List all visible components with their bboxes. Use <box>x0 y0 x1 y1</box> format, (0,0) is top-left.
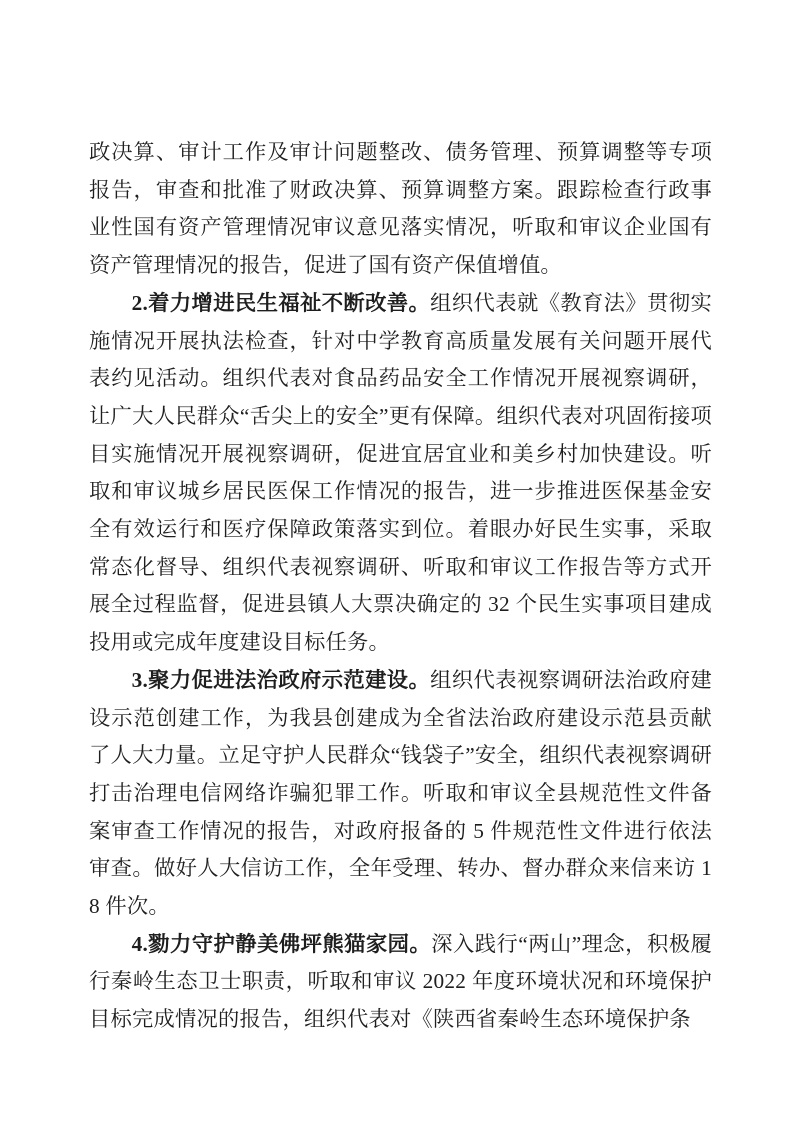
paragraph-section-4 <box>89 926 712 1039</box>
paragraph-continuation <box>89 134 712 285</box>
paragraph-body: 组织代表就《教育法》贯彻实施情况开展执法检查，针对中学教育高质量发展有关问题开展代表约见活动。组织代表对食品药品安全工作情况开展视察调研，让广大人民群众“舌尖上的安全”更有保障。组织代表对巩固衔接项目实施情况开展视察调研，促进宜居宜业和美乡村加快建设。听取和审议城乡居民医保工作情况的报告，进一步推进医保基金安全有效运行和医疗保障政策落实到位。着眼办好民生实事，采取常态化督导、组织代表视察调研、听取和审议工作报告等方式开展全过程监督，促进县镇人大票决确定的 32 个民生实事项目建成投用或完成年度建设目标任务。 <box>89 290 712 655</box>
paragraph-section-3 <box>89 662 712 926</box>
paragraph-lead: 4.勠力守护静美佛坪熊猫家园。 <box>131 931 432 956</box>
paragraph-body: 组织代表视察调研法治政府建设示范创建工作，为我县创建成为全省法治政府建设示范县贡献了人大力量。立足守护人民群众“钱袋子”安全，组织代表视察调研打击治理电信网络诈骗犯罪工作。听取和审议全县规范性文件备案审查工作情况的报告，对政府报备的 5 件规范性文件进行依法审查。做好人大信访工作，全年受理、转办、督办群众来信来访 18 件次。 <box>89 667 712 919</box>
report-text-block <box>89 134 712 1039</box>
paragraph-lead: 3.聚力促进法治政府示范建设。 <box>131 667 431 692</box>
paragraph-section-2 <box>89 285 712 662</box>
paragraph-lead: 2.着力增进民生福祉不断改善。 <box>131 290 431 315</box>
paragraph-body: 政决算、审计工作及审计问题整改、债务管理、预算调整等专项报告，审查和批准了财政决算、预算调整方案。跟踪检查行政事业性国有资产管理情况审议意见落实情况，听取和审议企业国有资产管理情况的报告，促进了国有资产保值增值。 <box>89 140 712 278</box>
paragraph-body: 深入践行“两山”理念，积极履行秦岭生态卫士职责，听取和审议 2022 年度环境状况和环境保护目标完成情况的报告，组织代表对《陕西省秦岭生态环境保护条 <box>89 931 712 1032</box>
